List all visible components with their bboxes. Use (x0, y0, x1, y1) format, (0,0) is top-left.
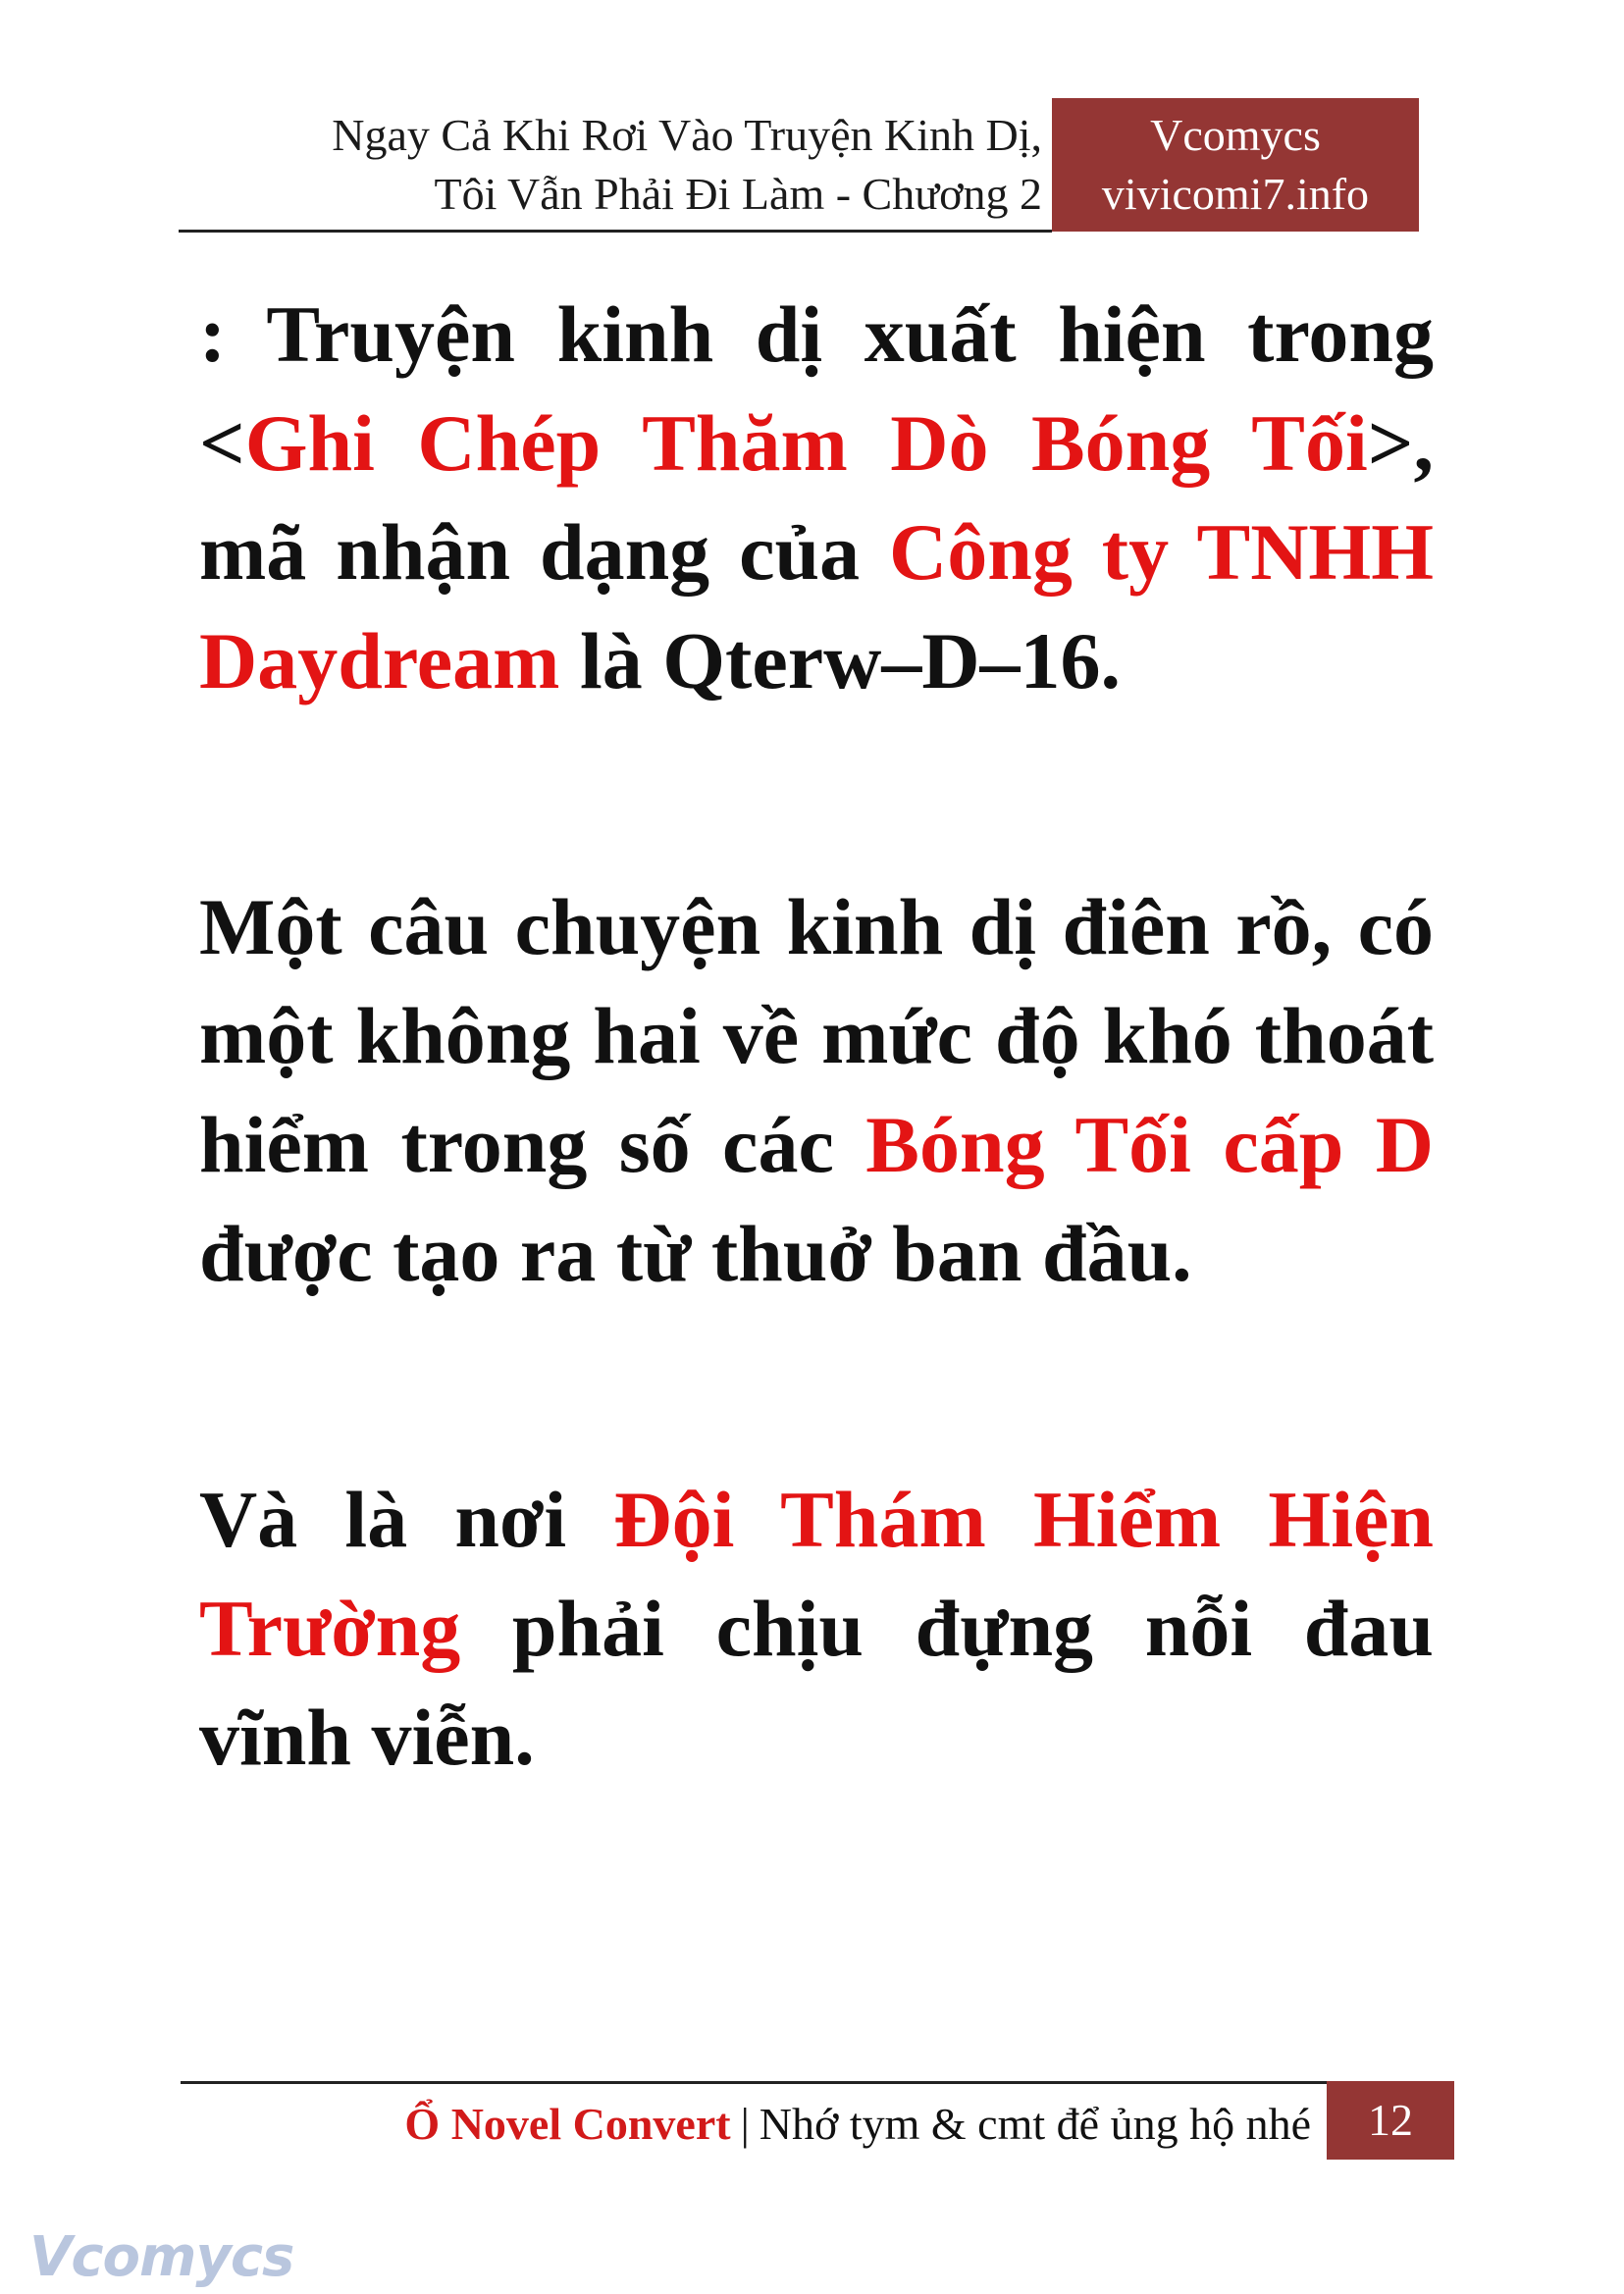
page-number: 12 (1327, 2081, 1454, 2160)
page-header (179, 98, 1419, 232)
highlight-text: Ghi Chép Thăm Dò Bóng Tối (244, 398, 1368, 488)
text: là Qterw–D–16. (559, 616, 1122, 705)
highlight-text: Đội Thám Hiểm Hiện Trường (199, 1475, 1434, 1673)
watermark-logo: Vcomycs (29, 2225, 294, 2289)
text: : Truyện kinh dị xuất hiện trong < (199, 289, 1434, 488)
chapter-title (179, 106, 1042, 224)
text: phải chịu đựng nỗi đau vĩnh viễn. (199, 1584, 1434, 1782)
site-badge-url: vivicomi7.info (1101, 169, 1370, 219)
paragraph-1 (199, 280, 1434, 715)
page-footer (181, 2081, 1456, 2160)
site-badge-name: Vcomycs (1150, 110, 1321, 160)
text: được tạo ra từ thuở ban đầu. (199, 1209, 1192, 1298)
chapter-title-line2: Tôi Vẫn Phải Đi Làm - Chương 2 (434, 169, 1042, 219)
paragraph-2 (199, 872, 1434, 1308)
text: Và là nơi (199, 1475, 614, 1564)
text: >, mã nhận dạng của (199, 398, 1434, 597)
highlight-text: Công ty TNHH Daydream (199, 507, 1434, 705)
header-divider (179, 230, 1052, 233)
site-badge (1052, 98, 1419, 232)
footer-divider (181, 2081, 1327, 2084)
highlight-text: Bóng Tối cấp D (865, 1100, 1435, 1189)
text: Một câu chuyện kinh dị điên rồ, có một không hai về mức độ khó thoát hiểm trong số các (199, 882, 1434, 1189)
footer-separator: | (740, 2099, 750, 2149)
chapter-title-line1: Ngay Cả Khi Rơi Vào Truyện Kinh Dị, (332, 110, 1042, 160)
chapter-body (199, 280, 1434, 1949)
paragraph-3 (199, 1465, 1434, 1792)
footer-brand: Ổ Novel Convert (404, 2099, 731, 2149)
footer-message: Nhớ tym & cmt để ủng hộ nhé (759, 2099, 1311, 2149)
footer-text (404, 2097, 1311, 2152)
